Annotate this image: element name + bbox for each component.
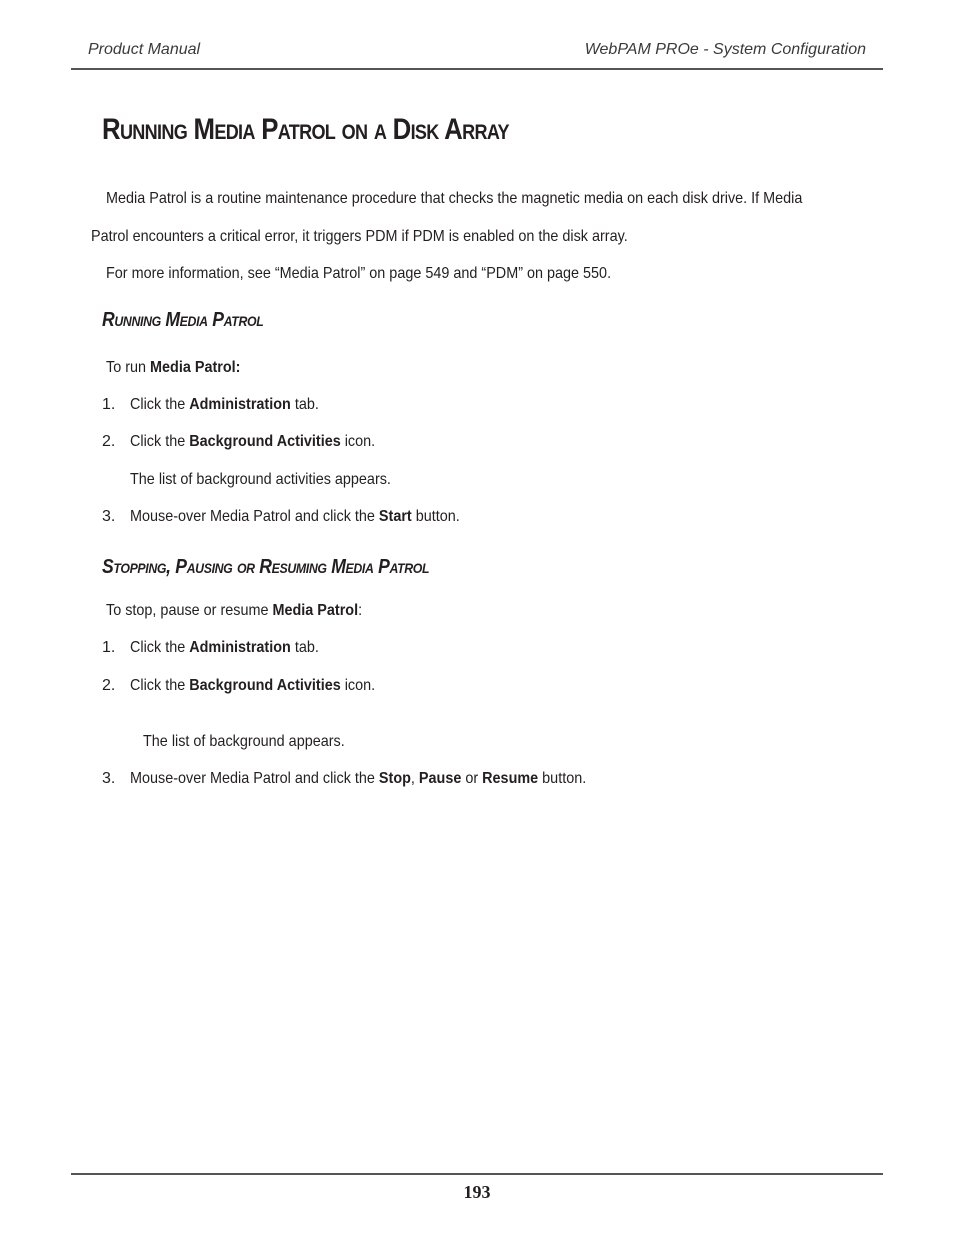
s1-step2-number: 2.: [102, 433, 116, 450]
section1-heading: Running Media Patrol: [102, 309, 264, 331]
page-number: 193: [463, 1182, 491, 1202]
intro-line-2: Patrol encounters a critical error, it triggers PDM if PDM is enabled on the disk array.: [91, 228, 628, 245]
header-rule: [71, 68, 883, 70]
page-title: Running Media Patrol on a Disk Array: [102, 113, 509, 146]
s2-step3-text: Mouse-over Media Patrol and click the Stop, Pause or Resume button.: [130, 770, 587, 787]
s1-step2-text: Click the Background Activities icon.: [130, 433, 376, 450]
s2-step1-number: 1.: [102, 639, 116, 656]
s2-step2-number: 2.: [102, 677, 116, 694]
footer-rule: [71, 1173, 883, 1175]
section1-lead: To run Media Patrol:: [106, 359, 241, 376]
s1-step3-text: Mouse-over Media Patrol and click the Start button.: [130, 508, 460, 525]
s2-step3-number: 3.: [102, 770, 116, 787]
section2-heading: Stopping, Pausing or Resuming Media Patrol: [102, 556, 430, 578]
section2-lead: To stop, pause or resume Media Patrol:: [106, 602, 363, 619]
intro-line-1: Media Patrol is a routine maintenance procedure that checks the magnetic media on each disk drive. If Media: [106, 190, 803, 207]
header-left: Product Manual: [88, 41, 201, 58]
s1-step1-text: Click the Administration tab.: [130, 396, 319, 413]
s1-note: The list of background activities appears.: [130, 471, 391, 488]
s1-step3-number: 3.: [102, 508, 116, 525]
intro-line-3: For more information, see “Media Patrol” on page 549 and “PDM” on page 550.: [106, 265, 612, 282]
s2-step1-text: Click the Administration tab.: [130, 639, 319, 656]
header-right: WebPAM PROe - System Configuration: [584, 41, 866, 58]
s1-step1-number: 1.: [102, 396, 116, 413]
s2-note: The list of background appears.: [143, 733, 345, 750]
s2-step2-text: Click the Background Activities icon.: [130, 677, 376, 694]
